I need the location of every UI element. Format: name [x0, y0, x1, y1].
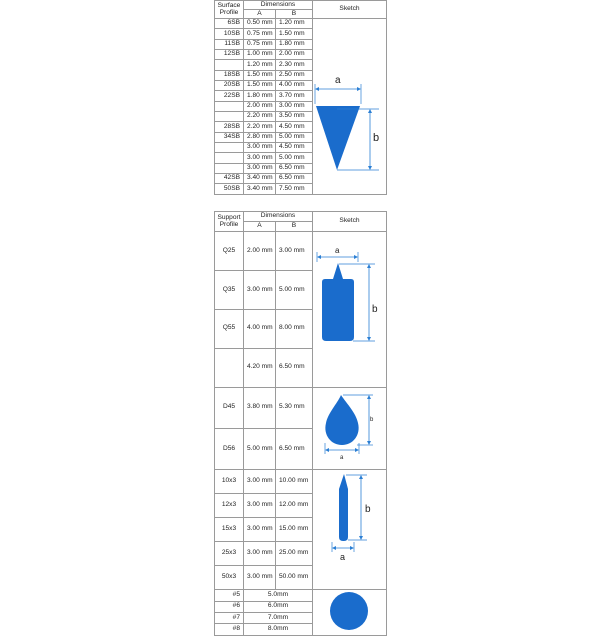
dimension-a-cell: 3.00 mm [244, 470, 276, 494]
dimension-a-cell: 3.00 mm [244, 270, 276, 309]
dimension-b-cell: 50.00 mm [276, 566, 313, 590]
dimension-b-cell: 3.00 mm [276, 101, 313, 111]
dimension-a-cell: 3.40 mm [244, 173, 276, 183]
dimension-a-cell: 3.80 mm [244, 387, 276, 428]
sketch-cell [313, 470, 387, 590]
dimension-b-cell: 5.00 mm [276, 132, 313, 142]
profile-cell: 12SB [215, 49, 244, 59]
dimension-a-cell: 2.20 mm [244, 122, 276, 132]
profile-cell [215, 111, 244, 121]
dimension-a-cell: 5.00 mm [244, 428, 276, 469]
profile-cell: 10x3 [215, 470, 244, 494]
dimension-b-cell: 3.00 mm [276, 232, 313, 271]
diameter-cell: 6.0mm [244, 601, 313, 612]
profile-cell: #5 [215, 590, 244, 601]
profile-cell: 6SB [215, 19, 244, 29]
dimension-a-cell: 0.75 mm [244, 29, 276, 39]
support-col-a-header: A [244, 222, 276, 232]
dim-a-label: a [335, 75, 341, 86]
support-profile-header [215, 212, 244, 232]
surface-table-row [215, 19, 387, 29]
profile-cell [215, 60, 244, 70]
teardrop-shape [325, 395, 358, 445]
dimension-b-cell: 4.50 mm [276, 142, 313, 152]
dimension-a-cell: 3.00 mm [244, 153, 276, 163]
dim-a-label: a [340, 454, 344, 461]
surface-dimensions-header: Dimensions [244, 1, 313, 10]
dimension-a-cell: 2.80 mm [244, 132, 276, 142]
dimension-b-cell: 6.50 mm [276, 163, 313, 173]
dimension-b-cell: 3.70 mm [276, 91, 313, 101]
dimension-a-cell: 2.00 mm [244, 232, 276, 271]
profile-cell [215, 101, 244, 111]
sketch-cell [313, 19, 387, 195]
dimension-b-cell: 15.00 mm [276, 518, 313, 542]
blade-shape [339, 474, 348, 541]
blade-profile-sketch [313, 470, 386, 570]
dimension-b-cell: 10.00 mm [276, 470, 313, 494]
dimension-b-cell: 5.30 mm [276, 387, 313, 428]
dimension-b-cell: 8.00 mm [276, 309, 313, 348]
dimension-a-cell: 2.20 mm [244, 111, 276, 121]
profile-cell: Q25 [215, 232, 244, 271]
dimension-b-cell: 1.20 mm [276, 19, 313, 29]
profile-cell: D45 [215, 387, 244, 428]
profile-cell: #6 [215, 601, 244, 612]
support-table-row [215, 590, 387, 601]
dimension-b-cell: 4.50 mm [276, 122, 313, 132]
dimension-a-cell: 3.00 mm [244, 518, 276, 542]
diameter-cell: 8.0mm [244, 624, 313, 635]
dimension-b-cell: 4.00 mm [276, 80, 313, 90]
dim-b-label: b [365, 504, 371, 516]
profile-cell: 20SB [215, 80, 244, 90]
surface-col-b-header: B [276, 10, 313, 19]
profile-cell: 11SB [215, 39, 244, 49]
profile-cell: #8 [215, 624, 244, 635]
sketch-cell [313, 590, 387, 636]
dimension-a-cell: 1.50 mm [244, 80, 276, 90]
profile-cell: Q35 [215, 270, 244, 309]
surface-profile-header-line2: Profile [219, 8, 239, 16]
profile-cell: 50SB [215, 184, 244, 194]
dimension-b-cell: 7.50 mm [276, 184, 313, 194]
diameter-cell: 5.0mm [244, 590, 313, 601]
dimension-a-cell: 0.75 mm [244, 39, 276, 49]
dimension-b-cell: 2.00 mm [276, 49, 313, 59]
profile-cell: 25x3 [215, 542, 244, 566]
profile-cell: 34SB [215, 132, 244, 142]
profile-cell: 10SB [215, 29, 244, 39]
dimension-b-cell: 2.50 mm [276, 70, 313, 80]
profile-cell [215, 153, 244, 163]
profile-cell: 22SB [215, 91, 244, 101]
dim-a-label: a [340, 552, 346, 563]
surface-col-a-header: A [244, 10, 276, 19]
profile-cell: 50x3 [215, 566, 244, 590]
sketch-cell [313, 387, 387, 470]
dimension-a-cell: 0.50 mm [244, 19, 276, 29]
dimension-b-cell: 6.50 mm [276, 348, 313, 387]
dimension-a-cell: 4.20 mm [244, 348, 276, 387]
dimension-a-cell: 1.20 mm [244, 60, 276, 70]
dimension-b-cell: 2.30 mm [276, 60, 313, 70]
dimension-a-cell: 2.00 mm [244, 101, 276, 111]
profile-cell: D56 [215, 428, 244, 469]
dimension-a-cell: 3.00 mm [244, 566, 276, 590]
dimension-a-cell: 3.00 mm [244, 163, 276, 173]
support-table-row [215, 470, 387, 494]
dimension-b-cell: 5.00 mm [276, 153, 313, 163]
dimension-b-cell: 3.50 mm [276, 111, 313, 121]
profile-cell [215, 348, 244, 387]
dimension-a-cell: 1.00 mm [244, 49, 276, 59]
profile-cell: 15x3 [215, 518, 244, 542]
dimension-b-cell: 6.50 mm [276, 173, 313, 183]
dim-b-label: b [372, 304, 378, 315]
dimension-b-cell: 5.00 mm [276, 270, 313, 309]
dimension-a-cell: 3.00 mm [244, 494, 276, 518]
dim-a-label: a [335, 246, 340, 255]
circle-shape [330, 592, 368, 630]
support-col-b-header: B [276, 222, 313, 232]
profile-cell: 42SB [215, 173, 244, 183]
support-table-row [215, 387, 387, 428]
square-profile-sketch [313, 232, 386, 384]
triangle-profile-sketch [313, 19, 386, 191]
support-profile-table [214, 211, 387, 636]
dimension-b-cell: 12.00 mm [276, 494, 313, 518]
profile-cell: 12x3 [215, 494, 244, 518]
dim-b-label: b [373, 132, 380, 144]
dimension-a-cell: 3.40 mm [244, 184, 276, 194]
support-profile-header-line1: Support [217, 213, 241, 221]
dimension-b-cell: 25.00 mm [276, 542, 313, 566]
support-sketch-header: Sketch [313, 212, 387, 232]
dim-b-label: b [370, 416, 374, 423]
teardrop-profile-sketch [313, 388, 386, 467]
dimension-b-cell: 1.80 mm [276, 39, 313, 49]
triangle-shape [316, 106, 360, 170]
dimension-b-cell: 6.50 mm [276, 428, 313, 469]
dimension-a-cell: 1.80 mm [244, 91, 276, 101]
circle-profile-sketch [313, 590, 386, 632]
surface-profile-header-line1: Surface [217, 1, 241, 9]
profile-cell: 28SB [215, 122, 244, 132]
support-profile-header-line2: Profile [219, 220, 239, 228]
surface-sketch-header: Sketch [313, 1, 387, 19]
surface-profile-header [215, 1, 244, 19]
sketch-cell [313, 232, 387, 388]
support-dimensions-header: Dimensions [244, 212, 313, 222]
square-shape [322, 263, 354, 341]
dimension-a-cell: 3.00 mm [244, 542, 276, 566]
dimension-a-cell: 3.00 mm [244, 142, 276, 152]
dimension-a-cell: 1.50 mm [244, 70, 276, 80]
dimension-b-cell: 1.50 mm [276, 29, 313, 39]
profile-cell [215, 163, 244, 173]
profile-cell [215, 142, 244, 152]
profile-cell: #7 [215, 612, 244, 623]
diameter-cell: 7.0mm [244, 612, 313, 623]
support-table-row [215, 232, 387, 271]
profile-cell: 18SB [215, 70, 244, 80]
surface-profile-table [214, 0, 387, 195]
profile-cell: Q55 [215, 309, 244, 348]
dimension-a-cell: 4.00 mm [244, 309, 276, 348]
